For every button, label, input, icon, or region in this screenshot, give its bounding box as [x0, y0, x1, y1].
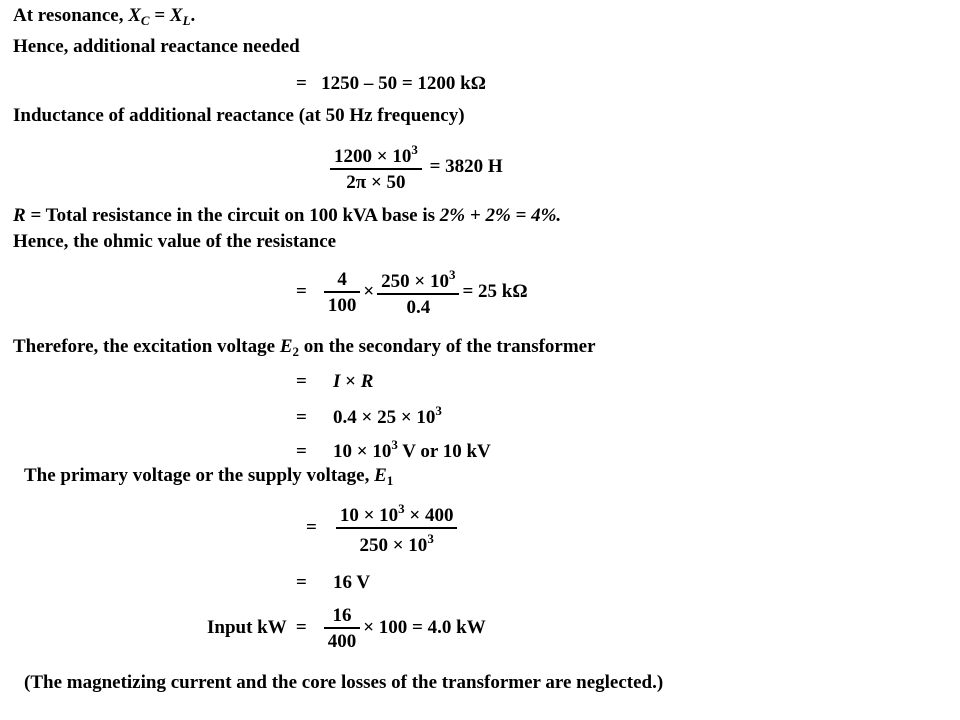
denominator-0-4: 0.4 [406, 297, 431, 318]
sixteen-volts-line [296, 573, 370, 592]
e-var: E [374, 465, 387, 486]
equals: = [149, 5, 170, 26]
equals: = [306, 516, 317, 538]
equals: = [296, 572, 307, 593]
ixr-line [296, 372, 373, 391]
equals: = [296, 407, 307, 428]
reactance-calc: = 1250 – 50 = 1200 kΩ [296, 73, 486, 94]
times-sign: × [340, 371, 361, 392]
numerator-4: 4 [324, 270, 361, 293]
input-denominator: 400 [327, 631, 357, 652]
primary-numerator: 10 × 10 [339, 505, 399, 526]
exponent-3: 3 [391, 437, 398, 452]
primary-fraction [336, 502, 458, 555]
voltage-result: 10 × 10 [333, 441, 392, 462]
resistance-equation [296, 268, 528, 317]
inductance-numerator: 1200 × 10 [334, 146, 412, 167]
e-var: E [279, 336, 293, 357]
primary-voltage-text: The primary voltage or the supply voltage, [24, 465, 375, 486]
percent-calc: 2% + 2% = 4%. [439, 205, 562, 226]
r-var: R [360, 371, 374, 392]
total-resistance-line [13, 206, 561, 225]
voltage-result-rest: V or 10 kV [397, 441, 491, 462]
resistance-result: = 25 kΩ [462, 280, 528, 302]
ohmic-value-line: Hence, the ohmic value of the resistance [13, 231, 337, 252]
input-kw-label: Input kW = [207, 616, 307, 638]
inductance-result: = 3820 H [424, 155, 503, 177]
exponent-3: 3 [427, 531, 434, 546]
resonance-line [13, 6, 195, 27]
excitation-rest: on the secondary of the transformer [299, 336, 596, 357]
e2-sub: 2 [292, 344, 299, 359]
numerator-250: 250 × 10 [381, 271, 449, 292]
exponent-3: 3 [435, 403, 442, 418]
exponent-3: 3 [448, 267, 456, 282]
times-sign: × [363, 280, 375, 302]
excitation-voltage-line [13, 337, 596, 358]
denominator-100: 100 [327, 295, 357, 316]
voltage-calc-line [296, 404, 442, 427]
neglected-note: (The magnetizing current and the core losses of the transformer are neglected.) [24, 672, 664, 693]
xl-var: X [169, 5, 183, 26]
input-kw-equation [207, 606, 486, 651]
inductance-denominator: 2π × 50 [346, 172, 406, 193]
e1-sub: 1 [386, 473, 394, 488]
equals: = [296, 441, 307, 462]
r-var: R [13, 205, 26, 226]
period: . [190, 5, 196, 26]
total-resistance-text: = Total resistance in the circuit on 100 kVA base is [25, 205, 440, 226]
inductance-fraction [330, 143, 422, 192]
resonance-text: At resonance, [13, 5, 129, 26]
input-fraction [324, 606, 361, 651]
xl-sub: L [182, 13, 191, 28]
fraction-250 [377, 268, 459, 317]
voltage-result-line [296, 438, 491, 461]
inductance-exponent: 3 [411, 142, 418, 157]
primary-numerator-b: × 400 [404, 505, 454, 526]
primary-voltage-line [24, 466, 393, 487]
inductance-equation [327, 143, 503, 192]
xc-var: X [128, 5, 141, 26]
voltage-calc: 0.4 × 25 × 10 [333, 407, 436, 428]
sixteen-volts: 16 V [333, 572, 371, 593]
i-var: I [333, 371, 341, 392]
fraction-4-100 [324, 270, 361, 315]
primary-denominator: 250 × 10 [359, 535, 428, 556]
input-numerator: 16 [324, 606, 361, 629]
input-kw-result: × 100 = 4.0 kW [363, 616, 486, 638]
exponent-3: 3 [398, 501, 405, 516]
inductance-line: Inductance of additional reactance (at 50 Hz frequency) [13, 105, 465, 126]
equals: = [296, 371, 307, 392]
equals: = [296, 280, 307, 302]
xc-sub: C [140, 13, 150, 28]
additional-reactance-line: Hence, additional reactance needed [13, 36, 300, 57]
excitation-text: Therefore, the excitation voltage [13, 336, 280, 357]
primary-equation [306, 502, 460, 555]
